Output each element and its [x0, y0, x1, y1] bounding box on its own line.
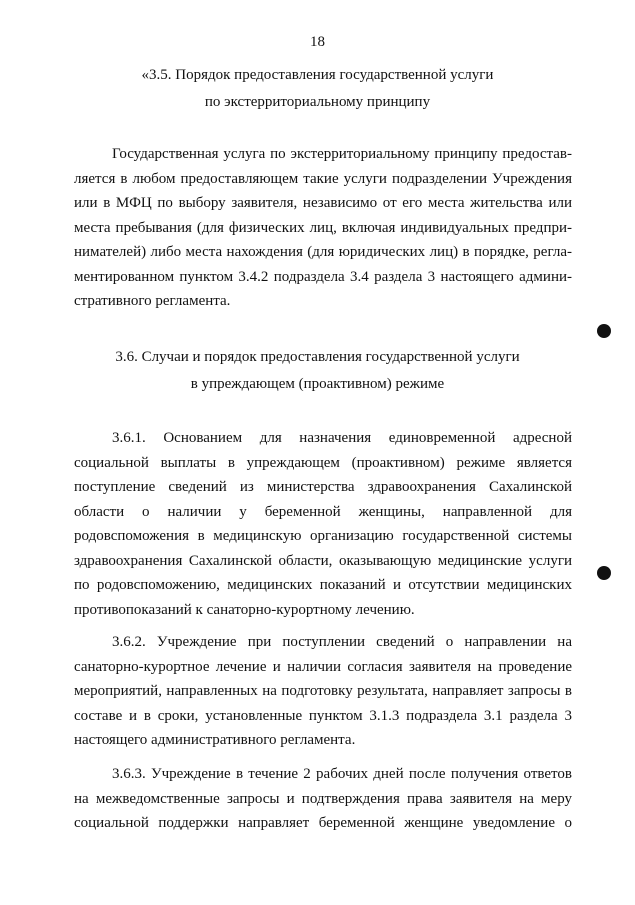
paragraph-3-6-2 — [74, 630, 572, 753]
paragraph-line: социальной поддержки направляет беременной женщине уведомление о — [74, 815, 572, 831]
paragraph-line: или в МФЦ по выбору заявителя, независимо от его места жительства или — [74, 195, 572, 211]
paragraph-line: ментированном пунктом 3.4.2 подраздела 3.4 раздела 3 настоящего админи- — [74, 268, 572, 285]
paragraph-line: Государственная услуга по экстерриториальному принципу предостав- — [112, 146, 572, 162]
page-number: 18 — [310, 34, 325, 50]
paragraph-line: мероприятий, направленных на подготовку результата, направляет запросы в — [74, 683, 572, 699]
margin-hole-mark — [597, 566, 611, 580]
paragraph-line: настоящего административного регламента. — [74, 732, 356, 748]
section-3-5-paragraph — [74, 142, 572, 314]
heading-line: «3.5. Порядок предоставления государственной услуги — [141, 67, 494, 83]
paragraph-line: 3.6.2. Учреждение при поступлении сведений о направлении на — [112, 634, 572, 650]
paragraph-line: противопоказаний к санаторно-курортному лечению. — [74, 601, 415, 618]
paragraph-line: поступление сведений из министерства здравоохранения Сахалинской — [74, 479, 572, 495]
paragraph-line: на межведомственные запросы и подтверждения права заявителя на меру — [74, 790, 572, 807]
paragraph-line: области о наличии у беременной женщины, направленной для — [74, 503, 572, 520]
paragraph-line: места пребывания (для физических лиц, включая индивидуальных предпри- — [74, 219, 572, 236]
paragraph-line: ляется в любом предоставляющем такие услуги подразделении Учреждения — [74, 170, 572, 187]
paragraph-line: нимателей) либо места нахождения (для юридических лиц) в порядке, регла- — [74, 244, 572, 260]
paragraph-line: 3.6.1. Основанием для назначения единовременной адресной — [112, 430, 572, 446]
heading-line: 3.6. Случаи и порядок предоставления государственной услуги — [115, 349, 520, 365]
section-3-6-heading — [60, 344, 575, 398]
paragraph-line: родовспоможения в медицинскую организацию государственной системы — [74, 528, 572, 544]
paragraph-3-6-1 — [74, 426, 572, 622]
paragraph-3-6-3 — [74, 762, 572, 836]
heading-line: в упреждающем (проактивном) режиме — [190, 376, 445, 392]
paragraph-line: составе и в сроки, установленные пунктом 3.1.3 подраздела 3.1 раздела 3 — [74, 707, 572, 724]
margin-hole-mark — [597, 324, 611, 338]
heading-line: по экстерриториальному принципу — [204, 94, 431, 110]
paragraph-line: социальной выплаты в упреждающем (проактивном) режиме является — [74, 454, 572, 471]
paragraph-line: 3.6.3. Учреждение в течение 2 рабочих дней после получения ответов — [112, 766, 572, 782]
paragraph-line: по родовспоможению, медицинских показаний и отсутствии медицинских — [74, 577, 572, 593]
paragraph-line: здравоохранения Сахалинской области, оказывающую медицинские услуги — [74, 552, 572, 569]
section-3-5-heading — [60, 62, 575, 116]
paragraph-line: санаторно-курортное лечение и наличии согласия заявителя на проведение — [74, 658, 572, 675]
paragraph-line: стративного регламента. — [74, 293, 231, 309]
